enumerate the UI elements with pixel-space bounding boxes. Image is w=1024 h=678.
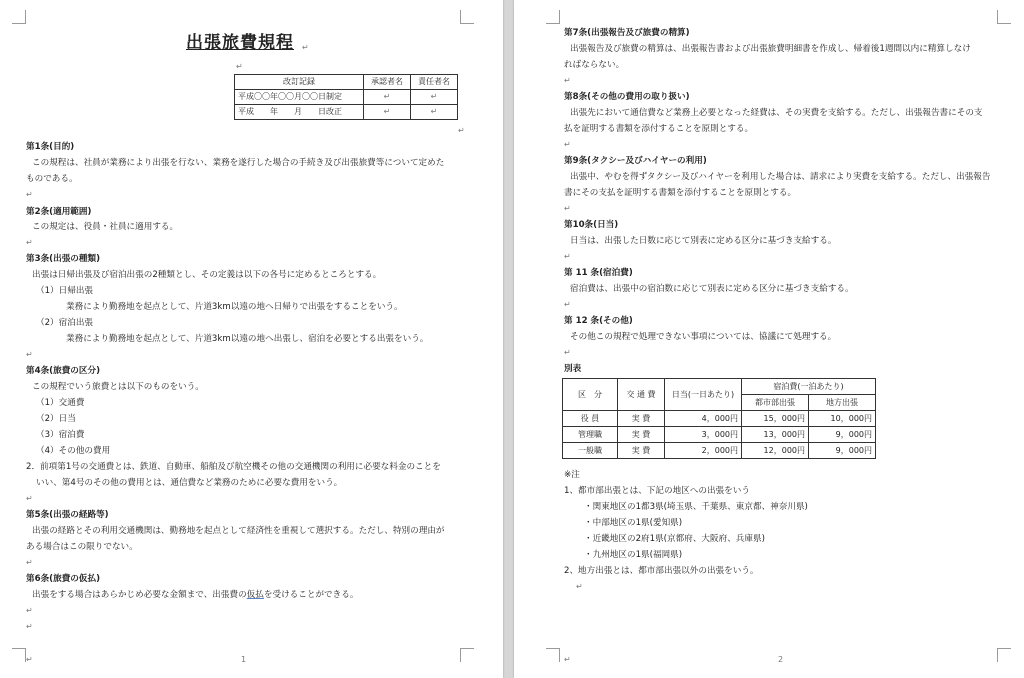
fee-cell[interactable]: 9，000円 — [809, 443, 876, 459]
document-page-2 — [514, 0, 1024, 678]
article-4-line[interactable]: （4）その他の費用 — [36, 446, 111, 456]
corner-mark — [546, 648, 560, 662]
paragraph-mark-icon: ↵ — [26, 606, 33, 615]
table-row — [563, 427, 876, 443]
article-8-line[interactable]: 払を証明する書類を添付することを原則とする。 — [564, 124, 754, 134]
article-1-line[interactable]: この規程は、社員が業務により出張を行ない、業務を遂行した場合の手続き及び出張旅費等について定めた — [32, 158, 445, 168]
revision-table — [234, 74, 458, 120]
article-10-heading[interactable]: 第10条(日当) — [564, 220, 619, 230]
article-6-text: を受けることができる。 — [263, 590, 359, 600]
article-4-line[interactable]: （1）交通費 — [36, 398, 85, 408]
notes-heading[interactable]: ※注 — [564, 470, 580, 480]
rev-cell[interactable]: ↵ — [364, 105, 411, 120]
paragraph-mark-icon: ↵ — [458, 126, 465, 135]
corner-mark — [460, 10, 474, 24]
notes-line[interactable]: ・中部地区の1県(愛知県) — [584, 518, 683, 528]
fee-header-transport[interactable]: 交 通 費 — [618, 379, 665, 411]
article-6-underlined-text: 仮払 — [246, 590, 264, 600]
paragraph-mark-icon: ↵ — [236, 62, 243, 71]
article-8-heading[interactable]: 第8条(その他の費用の取り扱い) — [564, 92, 690, 102]
document-page-1 — [0, 0, 503, 678]
article-7-line[interactable]: 出張報告及び旅費の精算は、出張報告書および出張旅費明細書を作成し、帰着後1週間以内に精算しなけ — [570, 44, 971, 54]
paragraph-mark-icon: ↵ — [564, 252, 571, 261]
rev-cell[interactable]: ↵ — [411, 105, 458, 120]
notes-line[interactable]: ・関東地区の1都3県(埼玉県、千葉県、東京都、神奈川県) — [584, 502, 808, 512]
paragraph-mark-icon: ↵ — [564, 204, 571, 213]
notes-line[interactable]: ・近畿地区の2府1県(京都府、大阪府、兵庫県) — [584, 534, 765, 544]
article-11-heading[interactable]: 第 11 条(宿泊費) — [564, 268, 633, 278]
table-row — [563, 411, 876, 427]
article-12-heading[interactable]: 第 12 条(その他) — [564, 316, 633, 326]
fee-cell[interactable]: 13，000円 — [742, 427, 809, 443]
fee-cell[interactable]: 実 費 — [618, 411, 665, 427]
page-number: 1 — [241, 655, 247, 664]
appendix-heading[interactable]: 別表 — [564, 364, 582, 374]
article-5-line[interactable]: 出張の経路とその利用交通機関は、勤務地を起点として経済性を重視して選択する。ただし、特別の理由が — [32, 526, 445, 536]
article-4-heading[interactable]: 第4条(旅費の区分) — [26, 366, 100, 376]
article-6-text: 出張をする場合はあらかじめ必要な金額まで、出張費の — [32, 590, 247, 600]
fee-header-daily[interactable]: 日当(一日あたり) — [665, 379, 742, 411]
rev-header-approver[interactable]: 承認者名 — [364, 75, 411, 90]
article-4-line[interactable]: いい、第4号のその他の費用とは、通信費など業務のために必要な費用をいう。 — [36, 478, 343, 488]
paragraph-mark-icon: ↵ — [26, 558, 33, 567]
notes-line[interactable]: 1、都市部出張とは、下記の地区への出張をいう — [564, 486, 750, 496]
article-9-line[interactable]: 書にその支払を証明する書類を添付することを原則とする。 — [564, 188, 797, 198]
article-5-line[interactable]: ある場合はこの限りでない。 — [26, 542, 138, 552]
fee-cell[interactable]: 実 費 — [618, 443, 665, 459]
paragraph-mark-icon: ↵ — [302, 43, 309, 52]
article-9-line[interactable]: 出張中、やむを得ずタクシー及びハイヤーを利用した場合は、請求により実費を支給する。ただし、出張報告 — [570, 172, 991, 182]
fee-table — [562, 378, 876, 459]
article-3-heading[interactable]: 第3条(出張の種類) — [26, 254, 100, 264]
rev-header-record[interactable]: 改訂記録 — [235, 75, 364, 90]
fee-cell[interactable]: 9，000円 — [809, 427, 876, 443]
fee-cell[interactable]: 2，000円 — [665, 443, 742, 459]
rev-cell[interactable]: 平成 年 月 日改正 — [235, 105, 364, 120]
article-6-line[interactable] — [32, 590, 358, 601]
fee-cell[interactable]: 15，000円 — [742, 411, 809, 427]
article-3-line[interactable]: 出張は日帰出張及び宿泊出張の2種類とし、その定義は以下の各号に定めるところとする。 — [32, 270, 382, 280]
paragraph-mark-icon: ↵ — [26, 494, 33, 503]
article-5-heading[interactable]: 第5条(出張の経路等) — [26, 510, 109, 520]
notes-line[interactable]: 2、地方出張とは、都市部出張以外の出張をいう。 — [564, 566, 759, 576]
page-gap — [503, 0, 514, 678]
article-11-line[interactable]: 宿泊費は、出張中の宿泊数に応じて別表に定める区分に基づき支給する。 — [570, 284, 854, 294]
paragraph-mark-icon: ↵ — [26, 655, 33, 664]
article-4-line[interactable]: （2）日当 — [36, 414, 76, 424]
paragraph-mark-icon: ↵ — [564, 348, 571, 357]
article-7-heading[interactable]: 第7条(出張報告及び旅費の精算) — [564, 28, 690, 38]
article-3-line[interactable]: 業務により勤務地を起点として、片道3km以遠の地へ出張し、宿泊を必要とする出張をいう。 — [66, 334, 429, 344]
rev-header-responsible[interactable]: 責任者名 — [411, 75, 458, 90]
fee-cell[interactable]: 4，000円 — [665, 411, 742, 427]
corner-mark — [12, 648, 26, 662]
article-7-line[interactable]: ればならない。 — [564, 60, 625, 70]
paragraph-mark-icon: ↵ — [26, 622, 33, 631]
paragraph-mark-icon: ↵ — [564, 140, 571, 149]
page-number: 2 — [778, 655, 784, 664]
paragraph-mark-icon: ↵ — [564, 300, 571, 309]
corner-mark — [460, 648, 474, 662]
article-3-line[interactable]: （1）日帰出張 — [36, 286, 94, 296]
fee-header-urban[interactable]: 都市部出張 — [742, 395, 809, 411]
corner-mark — [546, 10, 560, 24]
notes-line[interactable]: ・九州地区の1県(福岡県) — [584, 550, 683, 560]
article-4-line[interactable]: 2．前項第1号の交通費とは、鉄道、自動車、船舶及び航空機その他の交通機関の利用に必要な料金のことを — [26, 462, 441, 472]
article-10-line[interactable]: 日当は、出張した日数に応じて別表に定める区分に基づき支給する。 — [570, 236, 837, 246]
rev-cell[interactable]: ↵ — [364, 90, 411, 105]
corner-mark — [12, 10, 26, 24]
fee-cell[interactable]: 実 費 — [618, 427, 665, 443]
article-4-line[interactable]: （3）宿泊費 — [36, 430, 85, 440]
article-6-heading[interactable]: 第6条(旅費の仮払) — [26, 574, 100, 584]
fee-header-category[interactable]: 区 分 — [563, 379, 618, 411]
rev-cell[interactable]: 平成〇〇年〇〇月〇〇日制定 — [235, 90, 364, 105]
paragraph-mark-icon: ↵ — [576, 582, 583, 591]
corner-mark — [997, 10, 1011, 24]
rev-cell[interactable]: ↵ — [411, 90, 458, 105]
fee-cell[interactable]: 管理職 — [563, 427, 618, 443]
fee-cell[interactable]: 一般職 — [563, 443, 618, 459]
fee-header-lodging[interactable]: 宿泊費(一泊あたり) — [742, 379, 876, 395]
article-1-line[interactable]: ものである。 — [26, 174, 78, 184]
article-8-line[interactable]: 出張先において通信費など業務上必要となった経費は、その実費を支給する。ただし、出張報告書にその支 — [570, 108, 983, 118]
paragraph-mark-icon: ↵ — [564, 76, 571, 85]
article-4-line[interactable]: この規程でいう旅費とは以下のものをいう。 — [32, 382, 204, 392]
fee-cell[interactable]: 12，000円 — [742, 443, 809, 459]
corner-mark — [997, 648, 1011, 662]
paragraph-mark-icon: ↵ — [26, 350, 33, 359]
article-12-line[interactable]: その他この規程で処理できない事項については、協議にて処理する。 — [570, 332, 837, 342]
fee-cell[interactable]: 役 員 — [563, 411, 618, 427]
table-row — [563, 443, 876, 459]
paragraph-mark-icon: ↵ — [564, 655, 571, 664]
article-2-line[interactable]: この規定は、役員・社員に適用する。 — [32, 222, 179, 232]
paragraph-mark-icon: ↵ — [26, 190, 33, 199]
article-3-line[interactable]: 業務により勤務地を起点として、片道3km以遠の地へ日帰りで出張をすることをいう。 — [66, 302, 403, 312]
page-title[interactable]: 出張旅費規程 — [186, 33, 294, 53]
article-9-heading[interactable]: 第9条(タクシー及びハイヤーの利用) — [564, 156, 707, 166]
paragraph-mark-icon: ↵ — [26, 238, 33, 247]
article-2-heading[interactable]: 第2条(適用範囲) — [26, 207, 92, 217]
fee-cell[interactable]: 3，000円 — [665, 427, 742, 443]
fee-cell[interactable]: 10，000円 — [809, 411, 876, 427]
article-3-line[interactable]: （2）宿泊出張 — [36, 318, 94, 328]
fee-header-regional[interactable]: 地方出張 — [809, 395, 876, 411]
article-1-heading[interactable]: 第1条(目的) — [26, 142, 75, 152]
